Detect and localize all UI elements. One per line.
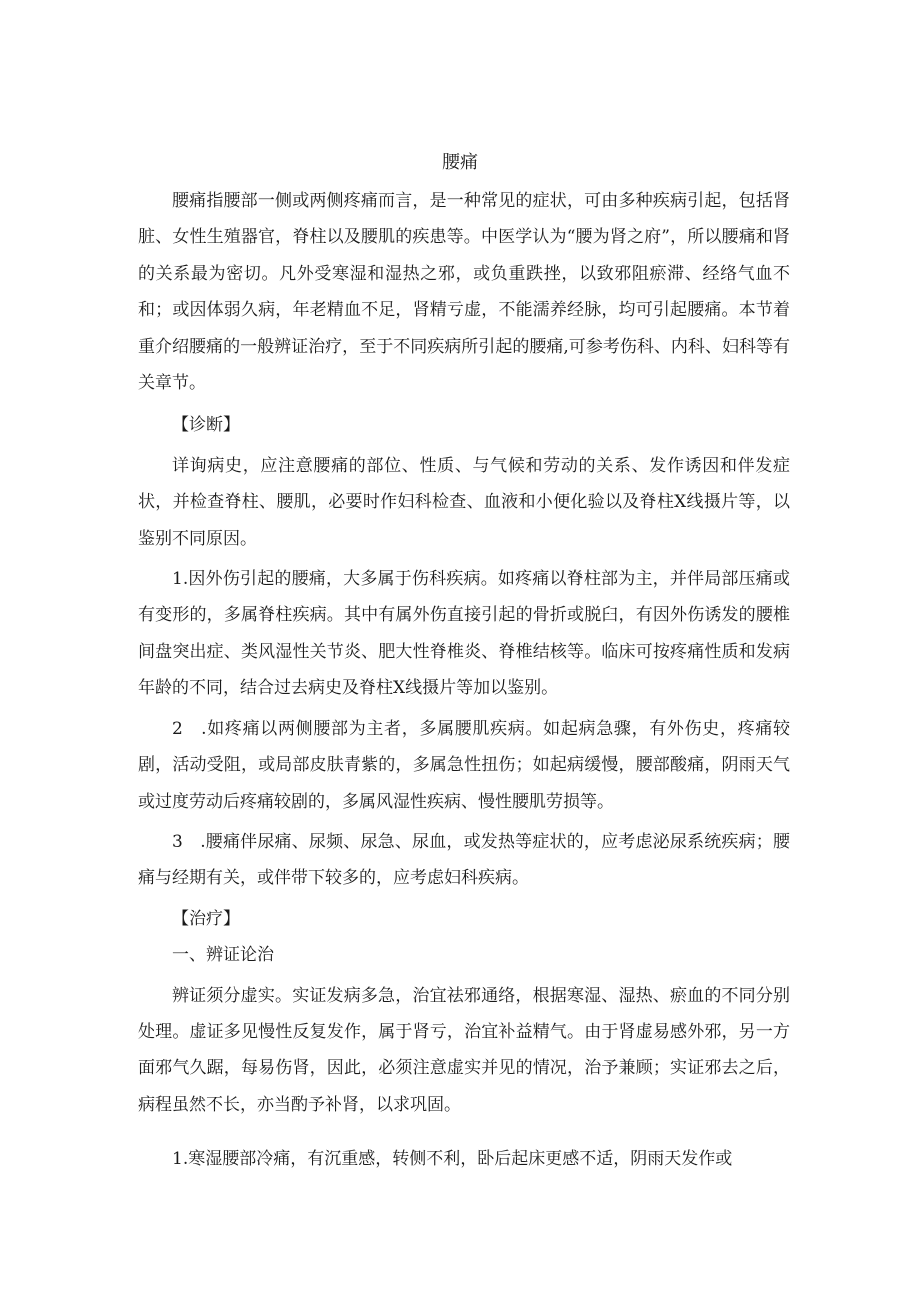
diagnosis-item-2: 2 .如疼痛以两侧腰部为主者，多属腰肌疾病。如起病急骤，有外伤史，疼痛较剧，活动受阻，或局部皮肤青紫的，多属急性扭伤；如起病缓慢，腰部酸痛，阴雨天气或过度劳动后疼痛较剧的，多属风湿性疾病、慢性腰肌劳损等。 bbox=[138, 718, 790, 812]
page-title: 腰痛 bbox=[442, 152, 478, 173]
subsection-heading: 一、辨证论治 bbox=[172, 945, 274, 966]
diagnosis-paragraph: 详询病史，应注意腰痛的部位、性质、与气候和劳动的关系、发作诱因和伴发症状，并检查脊柱、腰肌，必要时作妇科检查、血液和小便化验以及脊柱X线摄片等，以鉴别不同原因。 bbox=[138, 455, 790, 549]
section-heading-diagnosis: 【诊断】 bbox=[172, 415, 240, 436]
intro-paragraph: 腰痛指腰部一侧或两侧疼痛而言，是一种常见的症状，可由多种疾病引起，包括肾脏、女性生殖器官，脊柱以及腰肌的疾患等。中医学认为“腰为肾之府”，所以腰痛和肾的关系最为密切。凡外受寒湿和湿热之邪，或负重跌挫，以致邪阻瘀滞、经络气血不和；或因体弱久病，年老精血不足，肾精亏虚，不能濡养经脉，均可引起腰痛。本节着重介绍腰痛的一般辨证治疗，至于不同疾病所引起的腰痛,可参考伤科、内科、妇科等有关章节。 bbox=[138, 191, 790, 394]
diagnosis-item-3: 3 .腰痛伴尿痛、尿频、尿急、尿血，或发热等症状的，应考虑泌尿系统疾病；腰痛与经期有关，或伴带下较多的，应考虑妇科疾病。 bbox=[138, 831, 790, 889]
document-body bbox=[138, 183, 790, 1178]
treatment-item-1: 1.寒湿腰部冷痛，有沉重感，转侧不利，卧后起床更感不适，阴雨天发作或 bbox=[172, 1149, 733, 1170]
section-heading-treatment: 【治疗】 bbox=[172, 908, 240, 929]
treatment-paragraph: 辨证须分虚实。实证发病多急，治宜祛邪通络，根据寒湿、湿热、瘀血的不同分别处理。虚证多见慢性反复发作，属于肾亏，治宜补益精气。由于肾虚易感外邪，另一方面邪气久踞，每易伤肾，因此，必须注意虚实并见的情况，治予兼顾；实证邪去之后，病程虽然不长，亦当酌予补肾，以求巩固。 bbox=[138, 985, 790, 1115]
diagnosis-item-1: 1.因外伤引起的腰痛，大多属于伤科疾病。如疼痛以脊柱部为主，并伴局部压痛或有变形的，多属脊柱疾病。其中有属外伤直接引起的骨折或脱臼，有因外伤诱发的腰椎间盘突出症、类风湿性关节炎、肥大性脊椎炎、脊椎结核等。临床可按疼痛性质和发病年龄的不同，结合过去病史及脊柱X线摄片等加以鉴别。 bbox=[138, 569, 790, 699]
